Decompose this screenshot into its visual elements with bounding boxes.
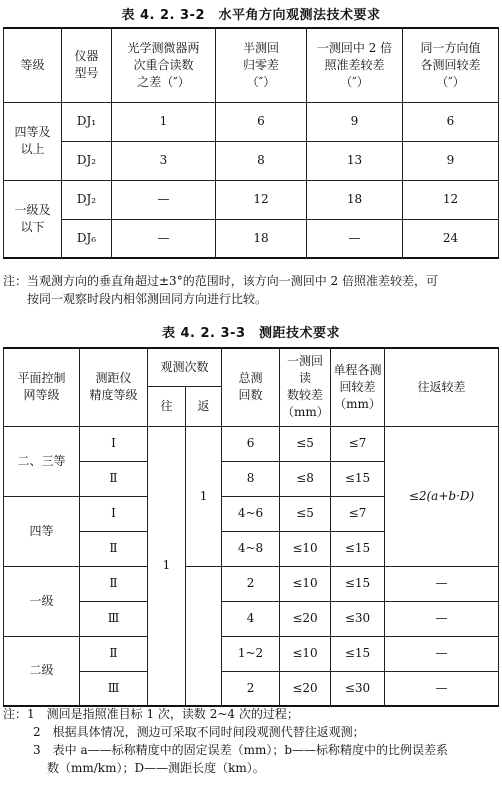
table-row (4, 180, 499, 219)
value-cell: 2 (222, 671, 280, 706)
value-cell: 8 (216, 141, 307, 180)
value-cell: 6 (222, 426, 280, 461)
value-cell: 1~2 (222, 636, 280, 671)
note-line: 数（mm/km）；D——测距长度（km）。 (47, 761, 265, 775)
value-cell: ≤5 (280, 426, 331, 461)
value-cell: ≤10 (280, 566, 331, 601)
precision-cell: Ⅰ (80, 496, 148, 531)
table-row (4, 566, 499, 601)
level-cell: 一级 (4, 566, 80, 636)
note-line: 注：当观测方向的垂直角超过±3°的范围时，该方向一测回中 2 倍照准差较差，可 (3, 274, 438, 288)
precision-cell: Ⅱ (80, 461, 148, 496)
table-row (4, 636, 499, 671)
go-count-cell: 1 (148, 426, 186, 706)
header-one-round: 一测回读 数较差 （mm） (280, 348, 331, 426)
table2-notes (3, 705, 499, 777)
precision-cell: Ⅱ (80, 636, 148, 671)
value-cell: ≤15 (331, 636, 385, 671)
value-cell: ≤15 (331, 531, 385, 566)
header-direction-diff: 同一方向值 各测回较差 （″） (403, 28, 499, 102)
value-cell: 2 (222, 566, 280, 601)
value-cell: 9 (307, 102, 403, 141)
table-horizontal-angle (3, 27, 499, 259)
header-grade: 等级 (4, 28, 62, 102)
value-cell: 9 (403, 141, 499, 180)
precision-cell: Ⅰ (80, 426, 148, 461)
table1-note (3, 272, 499, 308)
header-obs-count: 观测次数 (148, 348, 222, 386)
value-cell: 12 (216, 180, 307, 219)
table-distance-measurement (3, 347, 499, 707)
value-cell: 13 (307, 141, 403, 180)
value-cell: 24 (403, 219, 499, 258)
precision-cell: Ⅱ (80, 566, 148, 601)
value-cell: 18 (216, 219, 307, 258)
header-2c-diff: 一测回中 2 倍 照准差较差 （″） (307, 28, 403, 102)
value-cell: — (385, 566, 499, 601)
header-round-trip: 往返较差 (385, 348, 499, 426)
value-cell: ≤30 (331, 601, 385, 636)
header-total: 总测 回数 (222, 348, 280, 426)
level-cell: 四等 (4, 496, 80, 566)
value-cell: 8 (222, 461, 280, 496)
header-single-range: 单程各测 回较差 （mm） (331, 348, 385, 426)
value-cell: 6 (216, 102, 307, 141)
note-line: 注：1 测回是指照准目标 1 次，读数 2~4 次的过程； (3, 707, 299, 721)
precision-cell: Ⅲ (80, 601, 148, 636)
value-cell: ≤7 (331, 426, 385, 461)
note-line: 3 表中 a——标称精度中的固定误差（mm）；b——标称精度中的比例误差系 (33, 743, 449, 757)
value-cell: ≤5 (280, 496, 331, 531)
header-micrometer-diff: 光学测微器两 次重合读数 之差（″） (112, 28, 216, 102)
note-line: 按同一观察时段内相邻测回同方向进行比较。 (27, 292, 268, 306)
value-cell: ≤20 (280, 601, 331, 636)
header-half-round-closure: 半测回 归零差 （″） (216, 28, 307, 102)
table2-caption: 表 4. 2. 3-3 测距技术要求 (161, 326, 341, 341)
return-empty-cell (186, 566, 222, 706)
level-cell: 二级 (4, 636, 80, 706)
table1-caption: 表 4. 2. 3-2 水平角方向观测法技术要求 (121, 8, 381, 23)
precision-cell: Ⅲ (80, 671, 148, 706)
table-row (4, 219, 499, 258)
grade-cell: 四等及 以上 (4, 102, 62, 180)
value-cell: — (385, 636, 499, 671)
value-cell: 18 (307, 180, 403, 219)
value-cell: 6 (403, 102, 499, 141)
table-row (4, 141, 499, 180)
table2-header-row (4, 348, 499, 386)
instrument-cell: DJ₆ (62, 219, 112, 258)
value-cell: — (307, 219, 403, 258)
header-go: 往 (148, 386, 186, 426)
table-row (4, 102, 499, 141)
note-line: 2 根据具体情况，测边可采取不同时间段观测代替往返观测； (33, 725, 365, 739)
value-cell: ≤10 (280, 531, 331, 566)
value-cell: — (112, 180, 216, 219)
value-cell: — (385, 601, 499, 636)
header-level: 平面控制 网等级 (4, 348, 80, 426)
grade-cell: 一级及 以下 (4, 180, 62, 258)
instrument-cell: DJ₂ (62, 141, 112, 180)
round-trip-formula: ≤2(a+b·D) (385, 426, 499, 566)
value-cell: ≤20 (280, 671, 331, 706)
value-cell: 12 (403, 180, 499, 219)
table-row (4, 426, 499, 461)
value-cell: 4~6 (222, 496, 280, 531)
table1-header-row (4, 28, 499, 102)
return-count-cell: 1 (186, 426, 222, 566)
value-cell: — (385, 671, 499, 706)
header-instrument: 仪器 型号 (62, 28, 112, 102)
instrument-cell: DJ₁ (62, 102, 112, 141)
value-cell: ≤30 (331, 671, 385, 706)
value-cell: 4~8 (222, 531, 280, 566)
level-cell: 二、三等 (4, 426, 80, 496)
header-return: 返 (186, 386, 222, 426)
header-precision: 测距仪 精度等级 (80, 348, 148, 426)
precision-cell: Ⅱ (80, 531, 148, 566)
value-cell: ≤8 (280, 461, 331, 496)
value-cell: 3 (112, 141, 216, 180)
value-cell: ≤15 (331, 461, 385, 496)
value-cell: 1 (112, 102, 216, 141)
instrument-cell: DJ₂ (62, 180, 112, 219)
value-cell: ≤10 (280, 636, 331, 671)
value-cell: 4 (222, 601, 280, 636)
value-cell: — (112, 219, 216, 258)
value-cell: ≤15 (331, 566, 385, 601)
value-cell: ≤7 (331, 496, 385, 531)
